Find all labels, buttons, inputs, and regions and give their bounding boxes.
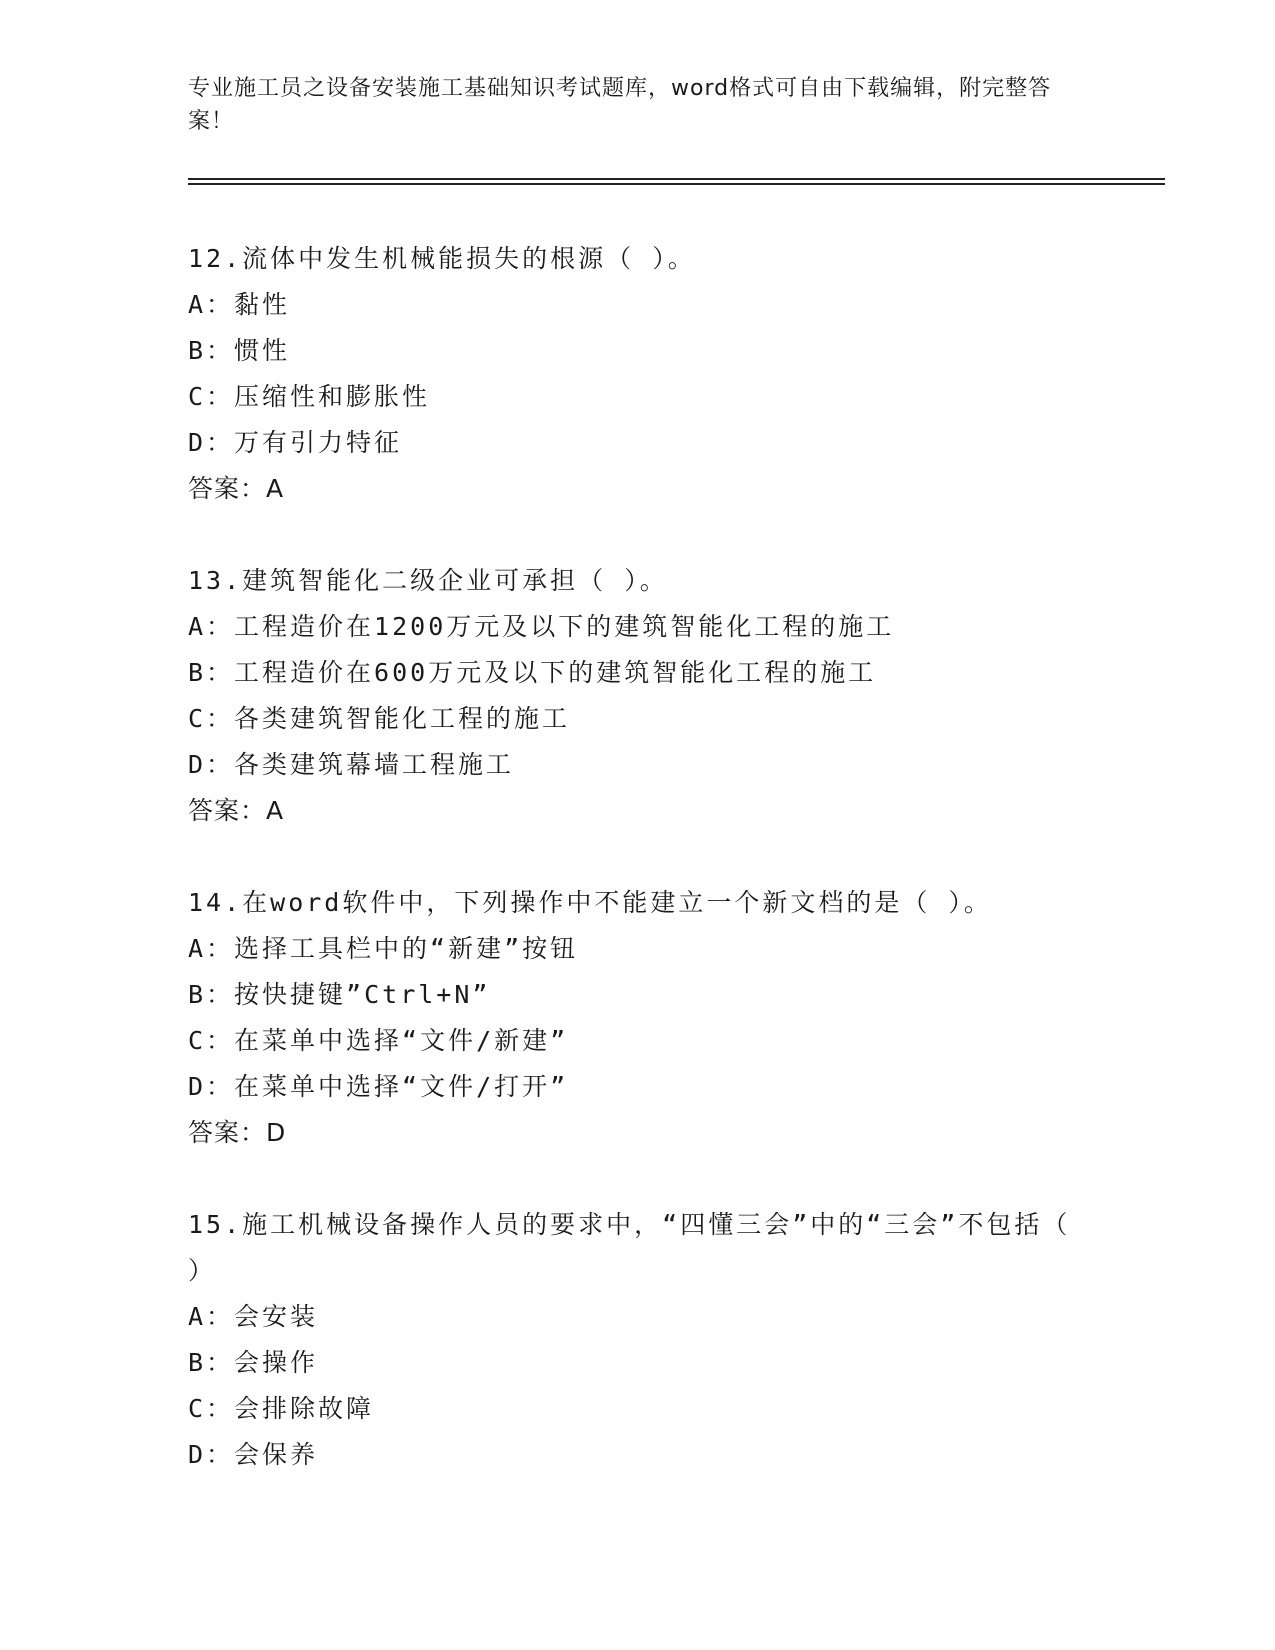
option-d: D：在菜单中选择“文件/打开”	[188, 1072, 569, 1101]
option-b: B：按快捷键”Ctrl+N”	[188, 980, 491, 1009]
answer-line: 答案：D	[188, 1118, 287, 1147]
question-title: 14.在word软件中，下列操作中不能建立一个新文档的是（ ）。	[188, 888, 992, 917]
question-12	[188, 236, 1088, 512]
option-a: A：选择工具栏中的“新建”按钮	[188, 934, 579, 963]
option-b: B：工程造价在600万元及以下的建筑智能化工程的施工	[188, 658, 877, 687]
answer-line: 答案：A	[188, 796, 285, 825]
question-15	[188, 1202, 1088, 1478]
option-c: C：在菜单中选择“文件/新建”	[188, 1026, 569, 1055]
option-a: A：工程造价在1200万元及以下的建筑智能化工程的施工	[188, 612, 895, 641]
option-a: A：黏性	[188, 290, 291, 319]
header-divider-bottom	[188, 183, 1165, 185]
option-c: C：会排除故障	[188, 1394, 375, 1423]
option-b: B：会操作	[188, 1348, 319, 1377]
option-d: D：万有引力特征	[188, 428, 403, 457]
option-b: B：惯性	[188, 336, 291, 365]
option-d: D：各类建筑幕墙工程施工	[188, 750, 515, 779]
option-c: C：压缩性和膨胀性	[188, 382, 431, 411]
question-title: 12.流体中发生机械能损失的根源（ ）。	[188, 244, 696, 273]
question-13	[188, 558, 1088, 834]
option-d: D：会保养	[188, 1440, 319, 1469]
question-title: 15.施工机械设备操作人员的要求中，“四懂三会”中的“三会”不包括（ ）	[188, 1210, 1071, 1285]
question-14	[188, 880, 1088, 1156]
header-divider-top	[188, 178, 1165, 180]
question-list	[188, 236, 1088, 1524]
answer-line: 答案：A	[188, 474, 285, 503]
question-title: 13.建筑智能化二级企业可承担（ ）。	[188, 566, 668, 595]
option-a: A：会安装	[188, 1302, 319, 1331]
document-header: 专业施工员之设备安装施工基础知识考试题库，word格式可自由下载编辑，附完整答案！	[188, 76, 1052, 134]
option-c: C：各类建筑智能化工程的施工	[188, 704, 571, 733]
